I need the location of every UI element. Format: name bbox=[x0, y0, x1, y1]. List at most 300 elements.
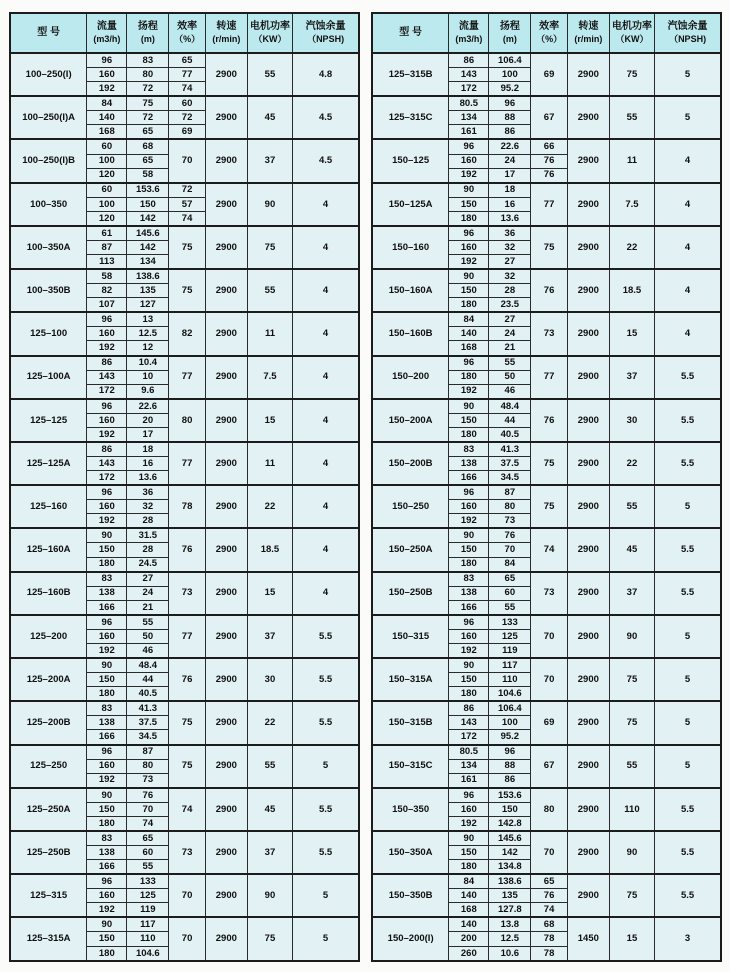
efficiency-cell: 72 bbox=[169, 183, 206, 198]
model-cell: 125–100 bbox=[10, 312, 87, 355]
model-cell: 125–250B bbox=[10, 831, 87, 874]
model-cell: 150–315C bbox=[372, 745, 449, 788]
head-cell: 32 bbox=[489, 240, 531, 254]
npsh-cell: 5 bbox=[655, 96, 721, 139]
flow-cell: 143 bbox=[87, 370, 127, 384]
efficiency-cell: 73 bbox=[531, 572, 568, 615]
efficiency-cell: 75 bbox=[169, 701, 206, 744]
head-cell: 138.6 bbox=[127, 269, 169, 284]
head-cell: 55 bbox=[489, 600, 531, 615]
efficiency-cell: 77 bbox=[169, 356, 206, 399]
flow-cell: 160 bbox=[87, 759, 127, 773]
flow-cell: 260 bbox=[449, 946, 489, 961]
flow-cell: 83 bbox=[449, 442, 489, 457]
head-cell: 70 bbox=[127, 802, 169, 816]
speed-cell: 2900 bbox=[205, 485, 247, 528]
model-cell: 150–125A bbox=[372, 183, 449, 226]
power-cell: 15 bbox=[247, 572, 292, 615]
head-cell: 65 bbox=[127, 125, 169, 140]
head-cell: 20 bbox=[127, 413, 169, 427]
efficiency-cell: 75 bbox=[169, 226, 206, 269]
power-cell: 15 bbox=[247, 399, 292, 442]
flow-cell: 138 bbox=[87, 716, 127, 730]
power-cell: 11 bbox=[609, 139, 654, 182]
flow-cell: 168 bbox=[449, 903, 489, 918]
flow-cell: 96 bbox=[87, 485, 127, 500]
table-row bbox=[10, 226, 359, 241]
head-cell: 134.8 bbox=[489, 860, 531, 875]
table-header bbox=[10, 13, 359, 53]
head-cell: 10 bbox=[127, 370, 169, 384]
head-cell: 46 bbox=[127, 643, 169, 658]
model-cell: 125–200A bbox=[10, 658, 87, 701]
model-cell: 125–125A bbox=[10, 442, 87, 485]
npsh-cell: 4.5 bbox=[293, 96, 359, 139]
efficiency-cell: 77 bbox=[169, 615, 206, 658]
head-cell: 119 bbox=[127, 903, 169, 918]
head-cell: 135 bbox=[127, 284, 169, 298]
model-cell: 125–200 bbox=[10, 615, 87, 658]
power-cell: 30 bbox=[247, 658, 292, 701]
table-row bbox=[10, 485, 359, 500]
head-cell: 104.6 bbox=[489, 687, 531, 702]
efficiency-cell: 70 bbox=[169, 139, 206, 182]
efficiency-cell: 72 bbox=[169, 111, 206, 125]
efficiency-cell: 74 bbox=[531, 903, 568, 918]
speed-cell: 2900 bbox=[567, 356, 609, 399]
npsh-cell: 5 bbox=[293, 745, 359, 788]
efficiency-cell: 77 bbox=[531, 183, 568, 226]
flow-cell: 150 bbox=[449, 197, 489, 211]
flow-cell: 140 bbox=[87, 111, 127, 125]
head-cell: 88 bbox=[489, 759, 531, 773]
model-cell: 125–100A bbox=[10, 356, 87, 399]
flow-cell: 166 bbox=[87, 600, 127, 615]
efficiency-cell: 66 bbox=[531, 139, 568, 154]
flow-cell: 90 bbox=[449, 658, 489, 673]
efficiency-cell: 70 bbox=[531, 831, 568, 874]
head-cell: 28 bbox=[489, 284, 531, 298]
flow-cell: 138 bbox=[87, 586, 127, 600]
col-header-flow: 流量 (m3/h) bbox=[87, 13, 127, 53]
table-row bbox=[372, 399, 721, 414]
flow-cell: 96 bbox=[449, 139, 489, 154]
table-row bbox=[10, 917, 359, 932]
table-row bbox=[10, 572, 359, 587]
flow-cell: 120 bbox=[87, 211, 127, 226]
head-cell: 36 bbox=[489, 226, 531, 241]
speed-cell: 2900 bbox=[205, 183, 247, 226]
power-cell: 55 bbox=[609, 745, 654, 788]
npsh-cell: 5 bbox=[655, 745, 721, 788]
flow-cell: 192 bbox=[449, 168, 489, 183]
speed-cell: 2900 bbox=[205, 831, 247, 874]
power-cell: 15 bbox=[609, 917, 654, 961]
power-cell: 75 bbox=[609, 53, 654, 96]
efficiency-cell: 80 bbox=[531, 788, 568, 831]
flow-cell: 90 bbox=[87, 788, 127, 803]
speed-cell: 2900 bbox=[205, 442, 247, 485]
model-cell: 150–160B bbox=[372, 312, 449, 355]
speed-cell: 2900 bbox=[567, 485, 609, 528]
npsh-cell: 5 bbox=[655, 53, 721, 96]
flow-cell: 192 bbox=[449, 514, 489, 529]
head-cell: 16 bbox=[489, 197, 531, 211]
table-row bbox=[372, 874, 721, 889]
npsh-cell: 4 bbox=[655, 312, 721, 355]
head-cell: 86 bbox=[489, 125, 531, 140]
flow-cell: 192 bbox=[449, 384, 489, 399]
flow-cell: 96 bbox=[87, 399, 127, 414]
flow-cell: 150 bbox=[449, 284, 489, 298]
head-cell: 74 bbox=[127, 816, 169, 831]
speed-cell: 2900 bbox=[205, 53, 247, 96]
head-cell: 12.5 bbox=[489, 932, 531, 946]
head-cell: 27 bbox=[489, 255, 531, 270]
flow-cell: 96 bbox=[87, 615, 127, 630]
head-cell: 24.5 bbox=[127, 557, 169, 572]
model-cell: 100–250(I)B bbox=[10, 139, 87, 182]
npsh-cell: 3 bbox=[655, 917, 721, 961]
npsh-cell: 5.5 bbox=[655, 356, 721, 399]
table-row bbox=[10, 139, 359, 154]
head-cell: 12 bbox=[127, 341, 169, 356]
speed-cell: 2900 bbox=[205, 658, 247, 701]
model-cell: 125–250A bbox=[10, 788, 87, 831]
model-cell: 150–350 bbox=[372, 788, 449, 831]
flow-cell: 60 bbox=[87, 139, 127, 154]
speed-cell: 2900 bbox=[205, 874, 247, 917]
head-cell: 55 bbox=[127, 615, 169, 630]
speed-cell: 2900 bbox=[567, 788, 609, 831]
efficiency-cell: 70 bbox=[169, 874, 206, 917]
speed-cell: 2900 bbox=[567, 226, 609, 269]
head-cell: 133 bbox=[489, 615, 531, 630]
flow-cell: 150 bbox=[87, 543, 127, 557]
head-cell: 21 bbox=[127, 600, 169, 615]
pump-spec-table-right bbox=[371, 12, 722, 962]
flow-cell: 192 bbox=[87, 514, 127, 529]
head-cell: 34.5 bbox=[127, 730, 169, 745]
table-row bbox=[372, 831, 721, 846]
speed-cell: 2900 bbox=[567, 745, 609, 788]
flow-cell: 192 bbox=[87, 903, 127, 918]
power-cell: 110 bbox=[609, 788, 654, 831]
efficiency-cell: 76 bbox=[531, 889, 568, 903]
speed-cell: 2900 bbox=[205, 356, 247, 399]
flow-cell: 60 bbox=[87, 183, 127, 198]
head-cell: 135 bbox=[489, 889, 531, 903]
flow-cell: 86 bbox=[449, 53, 489, 68]
table-row bbox=[372, 485, 721, 500]
head-cell: 106.4 bbox=[489, 701, 531, 716]
flow-cell: 61 bbox=[87, 226, 127, 241]
model-cell: 100–350 bbox=[10, 183, 87, 226]
speed-cell: 2900 bbox=[567, 701, 609, 744]
head-cell: 110 bbox=[489, 673, 531, 687]
flow-cell: 160 bbox=[87, 889, 127, 903]
head-cell: 150 bbox=[489, 802, 531, 816]
flow-cell: 180 bbox=[449, 370, 489, 384]
power-cell: 55 bbox=[609, 96, 654, 139]
head-cell: 119 bbox=[489, 643, 531, 658]
flow-cell: 160 bbox=[449, 802, 489, 816]
power-cell: 55 bbox=[247, 53, 292, 96]
model-cell: 150–200 bbox=[372, 356, 449, 399]
flow-cell: 138 bbox=[87, 846, 127, 860]
col-header-model bbox=[10, 13, 87, 53]
flow-cell: 180 bbox=[449, 687, 489, 702]
flow-cell: 150 bbox=[87, 932, 127, 946]
head-cell: 96 bbox=[489, 96, 531, 111]
head-cell: 150 bbox=[127, 197, 169, 211]
power-cell: 11 bbox=[247, 312, 292, 355]
table-row bbox=[10, 528, 359, 543]
power-cell: 22 bbox=[609, 442, 654, 485]
flow-cell: 192 bbox=[87, 643, 127, 658]
head-cell: 17 bbox=[489, 168, 531, 183]
head-cell: 86 bbox=[489, 773, 531, 788]
speed-cell: 2900 bbox=[567, 874, 609, 917]
flow-cell: 172 bbox=[449, 730, 489, 745]
head-cell: 104.6 bbox=[127, 946, 169, 961]
head-cell: 32 bbox=[127, 500, 169, 514]
power-cell: 18.5 bbox=[247, 528, 292, 571]
head-cell: 125 bbox=[489, 629, 531, 643]
head-cell: 60 bbox=[127, 846, 169, 860]
head-cell: 22.6 bbox=[489, 139, 531, 154]
efficiency-cell: 78 bbox=[531, 946, 568, 961]
model-cell: 100–350B bbox=[10, 269, 87, 312]
head-cell: 83 bbox=[127, 53, 169, 68]
efficiency-cell: 75 bbox=[531, 485, 568, 528]
power-cell: 90 bbox=[247, 874, 292, 917]
flow-cell: 90 bbox=[87, 528, 127, 543]
table-row bbox=[372, 745, 721, 760]
flow-cell: 96 bbox=[87, 312, 127, 327]
head-cell: 58 bbox=[127, 168, 169, 183]
flow-cell: 166 bbox=[449, 471, 489, 486]
model-cell: 150–250B bbox=[372, 572, 449, 615]
model-cell: 100–250(I) bbox=[10, 53, 87, 96]
flow-cell: 90 bbox=[449, 528, 489, 543]
speed-cell: 2900 bbox=[205, 226, 247, 269]
head-cell: 68 bbox=[127, 139, 169, 154]
flow-cell: 96 bbox=[87, 874, 127, 889]
npsh-cell: 5.5 bbox=[655, 528, 721, 571]
table-row bbox=[10, 356, 359, 371]
npsh-cell: 5.5 bbox=[655, 572, 721, 615]
col-header-model-label: 型 号 bbox=[399, 26, 423, 38]
power-cell: 37 bbox=[247, 831, 292, 874]
head-cell: 41.3 bbox=[127, 701, 169, 716]
head-cell: 87 bbox=[127, 745, 169, 760]
power-cell: 7.5 bbox=[247, 356, 292, 399]
head-cell: 73 bbox=[489, 514, 531, 529]
power-cell: 18.5 bbox=[609, 269, 654, 312]
efficiency-cell: 70 bbox=[531, 615, 568, 658]
head-cell: 10.6 bbox=[489, 946, 531, 961]
npsh-cell: 4 bbox=[293, 312, 359, 355]
flow-cell: 180 bbox=[449, 298, 489, 313]
table-row bbox=[372, 658, 721, 673]
power-cell: 22 bbox=[609, 226, 654, 269]
table-row bbox=[10, 831, 359, 846]
speed-cell: 2900 bbox=[205, 269, 247, 312]
flow-cell: 96 bbox=[449, 788, 489, 803]
speed-cell: 2900 bbox=[205, 788, 247, 831]
flow-cell: 160 bbox=[87, 327, 127, 341]
head-cell: 142 bbox=[127, 240, 169, 254]
npsh-cell: 4 bbox=[293, 442, 359, 485]
head-cell: 24 bbox=[489, 154, 531, 168]
speed-cell: 2900 bbox=[567, 53, 609, 96]
table-row bbox=[372, 96, 721, 111]
speed-cell: 2900 bbox=[205, 96, 247, 139]
flow-cell: 134 bbox=[449, 111, 489, 125]
table-body-right bbox=[372, 53, 721, 961]
npsh-cell: 5.5 bbox=[655, 442, 721, 485]
npsh-cell: 4 bbox=[293, 399, 359, 442]
head-cell: 37.5 bbox=[489, 457, 531, 471]
flow-cell: 150 bbox=[449, 673, 489, 687]
head-cell: 95.2 bbox=[489, 82, 531, 97]
head-cell: 100 bbox=[489, 68, 531, 82]
efficiency-cell: 69 bbox=[169, 125, 206, 140]
flow-cell: 180 bbox=[449, 557, 489, 572]
power-cell: 7.5 bbox=[609, 183, 654, 226]
npsh-cell: 4 bbox=[655, 183, 721, 226]
head-cell: 31.5 bbox=[127, 528, 169, 543]
head-cell: 80 bbox=[127, 68, 169, 82]
flow-cell: 90 bbox=[449, 399, 489, 414]
head-cell: 138.6 bbox=[489, 874, 531, 889]
flow-cell: 96 bbox=[449, 226, 489, 241]
npsh-cell: 4 bbox=[293, 269, 359, 312]
head-cell: 142.8 bbox=[489, 816, 531, 831]
flow-cell: 96 bbox=[449, 485, 489, 500]
npsh-cell: 5.5 bbox=[655, 788, 721, 831]
power-cell: 90 bbox=[609, 831, 654, 874]
efficiency-cell: 69 bbox=[531, 701, 568, 744]
flow-cell: 140 bbox=[449, 917, 489, 932]
flow-cell: 172 bbox=[87, 384, 127, 399]
head-cell: 40.5 bbox=[489, 427, 531, 442]
head-cell: 100 bbox=[489, 716, 531, 730]
model-cell: 150–200(I) bbox=[372, 917, 449, 961]
efficiency-cell: 70 bbox=[169, 917, 206, 961]
efficiency-cell: 78 bbox=[531, 932, 568, 946]
flow-cell: 160 bbox=[87, 413, 127, 427]
npsh-cell: 4 bbox=[293, 356, 359, 399]
flow-cell: 168 bbox=[87, 125, 127, 140]
flow-cell: 96 bbox=[449, 356, 489, 371]
flow-cell: 96 bbox=[87, 745, 127, 760]
flow-cell: 192 bbox=[87, 82, 127, 97]
head-cell: 80 bbox=[127, 759, 169, 773]
npsh-cell: 4 bbox=[293, 485, 359, 528]
power-cell: 45 bbox=[247, 788, 292, 831]
flow-cell: 138 bbox=[449, 586, 489, 600]
flow-cell: 86 bbox=[87, 442, 127, 457]
flow-cell: 161 bbox=[449, 125, 489, 140]
power-cell: 90 bbox=[247, 183, 292, 226]
table-row bbox=[10, 701, 359, 716]
flow-cell: 100 bbox=[87, 197, 127, 211]
efficiency-cell: 75 bbox=[531, 442, 568, 485]
flow-cell: 107 bbox=[87, 298, 127, 313]
efficiency-cell: 68 bbox=[531, 917, 568, 932]
col-header-power: 电机功率 （KW） bbox=[609, 13, 654, 53]
flow-cell: 120 bbox=[87, 168, 127, 183]
head-cell: 84 bbox=[489, 557, 531, 572]
flow-cell: 160 bbox=[87, 68, 127, 82]
head-cell: 55 bbox=[127, 860, 169, 875]
flow-cell: 180 bbox=[87, 687, 127, 702]
flow-cell: 84 bbox=[87, 96, 127, 111]
model-cell: 150–160A bbox=[372, 269, 449, 312]
flow-cell: 180 bbox=[87, 946, 127, 961]
npsh-cell: 5.5 bbox=[655, 399, 721, 442]
flow-cell: 82 bbox=[87, 284, 127, 298]
speed-cell: 2900 bbox=[567, 615, 609, 658]
model-cell: 125–315 bbox=[10, 874, 87, 917]
col-header-power: 电机功率 （KW） bbox=[247, 13, 292, 53]
npsh-cell: 5.5 bbox=[293, 615, 359, 658]
head-cell: 134 bbox=[127, 255, 169, 270]
flow-cell: 160 bbox=[87, 629, 127, 643]
efficiency-cell: 74 bbox=[169, 211, 206, 226]
efficiency-cell: 65 bbox=[169, 53, 206, 68]
head-cell: 95.2 bbox=[489, 730, 531, 745]
pump-spec-table-left bbox=[9, 12, 360, 962]
power-cell: 11 bbox=[247, 442, 292, 485]
model-cell: 125–315B bbox=[372, 53, 449, 96]
flow-cell: 100 bbox=[87, 154, 127, 168]
efficiency-cell: 73 bbox=[169, 572, 206, 615]
efficiency-cell: 74 bbox=[169, 788, 206, 831]
flow-cell: 143 bbox=[87, 457, 127, 471]
flow-cell: 143 bbox=[449, 68, 489, 82]
speed-cell: 2900 bbox=[205, 745, 247, 788]
head-cell: 13.6 bbox=[127, 471, 169, 486]
flow-cell: 143 bbox=[449, 716, 489, 730]
head-cell: 96 bbox=[489, 745, 531, 760]
flow-cell: 161 bbox=[449, 773, 489, 788]
efficiency-cell: 60 bbox=[169, 96, 206, 111]
model-cell: 150–350A bbox=[372, 831, 449, 874]
head-cell: 153.6 bbox=[489, 788, 531, 803]
head-cell: 133 bbox=[127, 874, 169, 889]
head-cell: 44 bbox=[127, 673, 169, 687]
flow-cell: 180 bbox=[87, 557, 127, 572]
npsh-cell: 5 bbox=[293, 917, 359, 961]
head-cell: 48.4 bbox=[489, 399, 531, 414]
flow-cell: 83 bbox=[87, 572, 127, 587]
efficiency-cell: 74 bbox=[169, 82, 206, 97]
flow-cell: 172 bbox=[449, 82, 489, 97]
efficiency-cell: 67 bbox=[531, 96, 568, 139]
model-cell: 125–250 bbox=[10, 745, 87, 788]
efficiency-cell: 73 bbox=[169, 831, 206, 874]
npsh-cell: 5.5 bbox=[293, 831, 359, 874]
flow-cell: 160 bbox=[449, 240, 489, 254]
speed-cell: 2900 bbox=[205, 312, 247, 355]
head-cell: 12.5 bbox=[127, 327, 169, 341]
flow-cell: 140 bbox=[449, 327, 489, 341]
head-cell: 72 bbox=[127, 82, 169, 97]
npsh-cell: 4 bbox=[293, 226, 359, 269]
